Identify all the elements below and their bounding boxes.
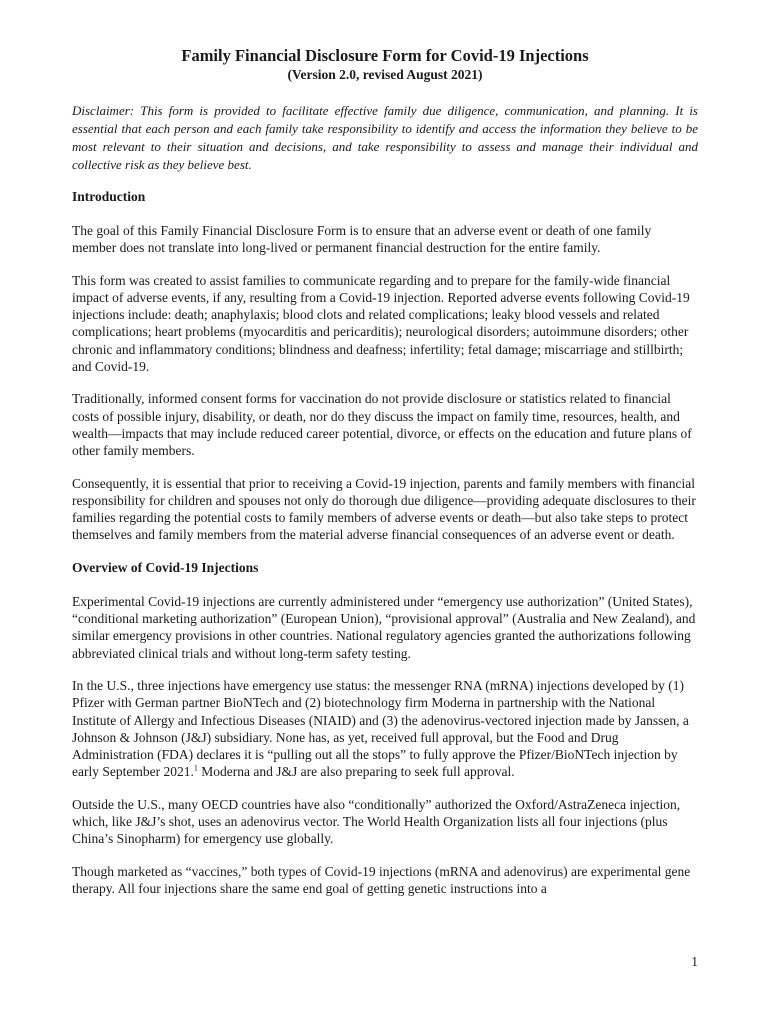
document-version: (Version 2.0, revised August 2021) [287,67,483,82]
document-page [72,46,698,912]
introduction-paragraph-1: The goal of this Family Financial Disclosure Form is to ensure that an adverse event or death of one family member does not translate into long-lived or permanent financial destruction for the entire family. [72,223,652,256]
introduction-heading: Introduction [72,189,146,204]
overview-paragraph-2-text: In the U.S., three injections have emergency use status: the messenger RNA (mRNA) injections developed by (1) Pfizer with German partner BioNTech and (2) biotechnology firm Moderna in partnership with the National Institute of Allergy and Infectious Diseases (NIAID) and (3) the adenovirus-vectored injection made by Janssen, a Johnson & Johnson (J&J) subsidiary. None has, as yet, received full approval, but the Food and Drug Administration (FDA) declares it is “pulling out all the stops” to fully approve the Pfizer/BioNTech injection by early September 2021. [72,677,689,780]
footnote-reference[interactable]: 1 [193,763,198,773]
introduction-paragraph-2: This form was created to assist families to communicate regarding and to prepare for the family-wide financial impact of adverse events, if any, resulting from a Covid-19 injection. Reported adverse events following Covid-19 injections include: death; anaphylaxis; blood clots and related complications; leaky blood vessels and related complications; heart problems (myocarditis and pericarditis); neurological disorders; autoimmune disorders; other chronic and inflammatory conditions; blindness and deafness; infertility; fetal damage; miscarriage and stillbirth; and Covid-19. [72,272,690,375]
overview-paragraph-4: Though marketed as “vaccines,” both types of Covid-19 injections (mRNA and adenovirus) are experimental gene therapy. All four injections share the same end goal of getting genetic instructions into a [72,863,691,896]
document-title: Family Financial Disclosure Form for Covid-19 Injections [181,46,589,65]
overview-paragraph-1: Experimental Covid-19 injections are currently administered under “emergency use authorization” (United States), “conditional marketing authorization” (European Union), “provisional approval” (Australia and New Zealand), and similar emergency provisions in other countries. National regulatory agencies granted the authorizations following abbreviated clinical trials and without long-term safety testing. [72,593,696,661]
overview-paragraph-2 [72,677,698,781]
overview-heading: Overview of Covid-19 Injections [72,559,259,575]
overview-paragraph-2-text-end: Moderna and J&J are also preparing to seek full approval. [197,764,515,780]
overview-paragraph-3: Outside the U.S., many OECD countries have also “conditionally” authorized the Oxford/AstraZeneca injection, which, like J&J’s shot, uses an adenovirus vector. The World Health Organization lists all four injections (plus China’s Sinopharm) for emergency use globally. [72,796,681,847]
introduction-paragraph-4: Consequently, it is essential that prior to receiving a Covid-19 injection, parents and family members with financial responsibility for children and spouses not only do thorough due diligence—providing adequate disclosures to their families regarding the potential costs to family members of adverse events or death—but also take steps to protect themselves and family members from the material adverse financial consequences of an adverse event or death. [72,475,696,543]
disclaimer-paragraph: Disclaimer: This form is provided to facilitate effective family due diligence, communication, and planning. It is essential that each person and each family take responsibility to identify and access the information they believe to be most relevant to their situation and decisions, and take responsibility to assess and manage their individual and collective risk as they believe best. [72,103,698,172]
page-number: 1 [691,954,698,969]
introduction-paragraph-3: Traditionally, informed consent forms for vaccination do not provide disclosure or statistics related to financial costs of possible injury, disability, or death, nor do they discuss the impact on family time, resources, health, and wealth—impacts that may include reduced career potential, divorce, or effects on the education and future plans of other family members. [72,391,692,459]
